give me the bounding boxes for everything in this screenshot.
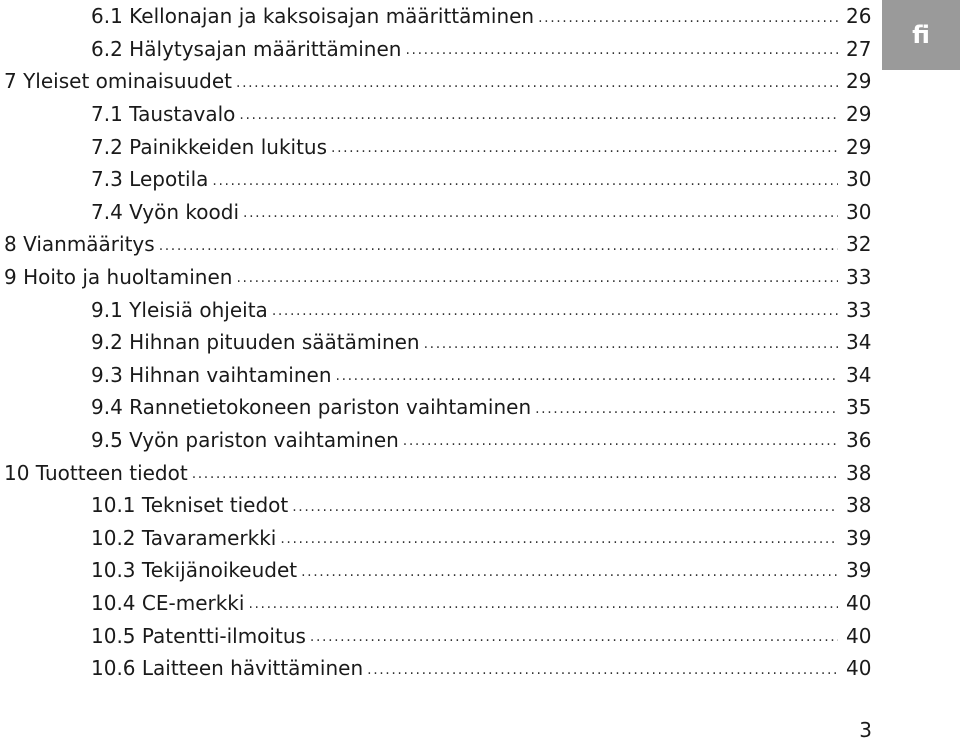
toc-entry-title: 9.4 Rannetietokoneen pariston vaihtaminen — [91, 395, 532, 420]
toc-entry[interactable] — [0, 196, 872, 229]
toc-entry[interactable] — [0, 619, 872, 652]
toc-entry-page: 34 — [846, 362, 872, 387]
toc-entry[interactable] — [0, 33, 872, 66]
toc-dot-leader — [310, 620, 838, 652]
toc-entry[interactable] — [0, 587, 872, 620]
toc-dot-leader — [272, 294, 838, 326]
toc-entry-title: 9.5 Vyön pariston vaihtaminen — [91, 428, 399, 453]
language-tab — [882, 0, 960, 70]
toc-entry-page: 26 — [846, 4, 872, 29]
toc-entry-page: 33 — [846, 297, 872, 322]
toc-entry-page: 33 — [846, 265, 872, 290]
toc-entry-title: 7 Yleiset ominaisuudet — [4, 69, 233, 94]
toc-entry[interactable] — [0, 456, 872, 489]
toc-dot-leader — [331, 131, 838, 163]
toc-entry-title: 10.2 Tavaramerkki — [91, 525, 277, 550]
toc-entry-page: 29 — [846, 134, 872, 159]
toc-dot-leader — [212, 164, 838, 196]
toc-dot-leader — [239, 98, 838, 130]
toc-entry-title: 8 Vianmääritys — [4, 232, 155, 257]
toc-entry[interactable] — [0, 98, 872, 131]
toc-entry[interactable] — [0, 489, 872, 522]
toc-entry-title: 10.6 Laitteen hävittäminen — [91, 656, 364, 681]
toc-entry-page: 40 — [846, 591, 872, 616]
toc-dot-leader — [243, 196, 838, 228]
toc-entry-page: 38 — [846, 460, 872, 485]
toc-entry-page: 27 — [846, 36, 872, 61]
toc-entry-page: 36 — [846, 428, 872, 453]
toc-entry-page: 32 — [846, 232, 872, 257]
toc-dot-leader — [301, 555, 838, 587]
toc-entry[interactable] — [0, 391, 872, 424]
toc-entry[interactable] — [0, 130, 872, 163]
toc-entry-title: 9 Hoito ja huoltaminen — [4, 265, 233, 290]
toc-entry-page: 34 — [846, 330, 872, 355]
toc-entry[interactable] — [0, 65, 872, 98]
toc-dot-leader — [292, 490, 838, 522]
toc-entry-title: 7.1 Taustavalo — [91, 102, 236, 127]
toc-entry-page: 30 — [846, 199, 872, 224]
toc-entry-page: 29 — [846, 69, 872, 94]
page-number: 3 — [859, 718, 872, 742]
toc-entry-title: 10.4 CE-merkki — [91, 591, 245, 616]
toc-entry-title: 9.2 Hihnan pituuden säätäminen — [91, 330, 420, 355]
toc-entry-title: 9.3 Hihnan vaihtaminen — [91, 362, 332, 387]
toc-entry-title: 6.2 Hälytysajan määrittäminen — [91, 36, 402, 61]
toc-entry-title: 6.1 Kellonajan ja kaksoisajan määrittäminen — [91, 4, 535, 29]
language-tab-label: fi — [912, 21, 930, 49]
toc-dot-leader — [236, 261, 838, 293]
toc-entry[interactable] — [0, 359, 872, 392]
toc-entry-page: 29 — [846, 102, 872, 127]
toc-entry-title: 10 Tuotteen tiedot — [4, 460, 188, 485]
toc-entry[interactable] — [0, 554, 872, 587]
toc-entry[interactable] — [0, 522, 872, 555]
toc-entry[interactable] — [0, 293, 872, 326]
toc-entry-page: 39 — [846, 558, 872, 583]
toc-dot-leader — [159, 229, 838, 261]
toc-dot-leader — [535, 392, 838, 424]
toc-dot-leader — [280, 522, 838, 554]
toc-dot-leader — [367, 653, 838, 685]
toc-dot-leader — [424, 327, 838, 359]
toc-entry-page: 40 — [846, 656, 872, 681]
toc-entry[interactable] — [0, 326, 872, 359]
toc-entry[interactable] — [0, 228, 872, 261]
toc-entry-page: 30 — [846, 167, 872, 192]
toc-dot-leader — [403, 424, 838, 456]
toc-dot-leader — [248, 587, 838, 619]
toc-entry[interactable] — [0, 261, 872, 294]
toc-entry-title: 7.4 Vyön koodi — [91, 199, 240, 224]
toc-entry-page: 40 — [846, 623, 872, 648]
toc-entry-title: 10.5 Patentti-ilmoitus — [91, 623, 306, 648]
toc-entry-title: 7.3 Lepotila — [91, 167, 209, 192]
toc-dot-leader — [538, 1, 838, 33]
toc-dot-leader — [405, 33, 838, 65]
toc-dot-leader — [236, 66, 838, 98]
toc-entry[interactable] — [0, 424, 872, 457]
toc-entry-title: 10.3 Tekijänoikeudet — [91, 558, 298, 583]
toc-entry-page: 38 — [846, 493, 872, 518]
toc-entry-page: 39 — [846, 525, 872, 550]
toc-entry-title: 10.1 Tekniset tiedot — [91, 493, 289, 518]
toc-dot-leader — [192, 457, 838, 489]
toc-entry-title: 9.1 Yleisiä ohjeita — [91, 297, 268, 322]
toc-entry[interactable] — [0, 163, 872, 196]
toc-entry-page: 35 — [846, 395, 872, 420]
toc-entry-title: 7.2 Painikkeiden lukitus — [91, 134, 328, 159]
toc-dot-leader — [336, 359, 838, 391]
toc-entry[interactable] — [0, 0, 872, 33]
toc-entry[interactable] — [0, 652, 872, 685]
